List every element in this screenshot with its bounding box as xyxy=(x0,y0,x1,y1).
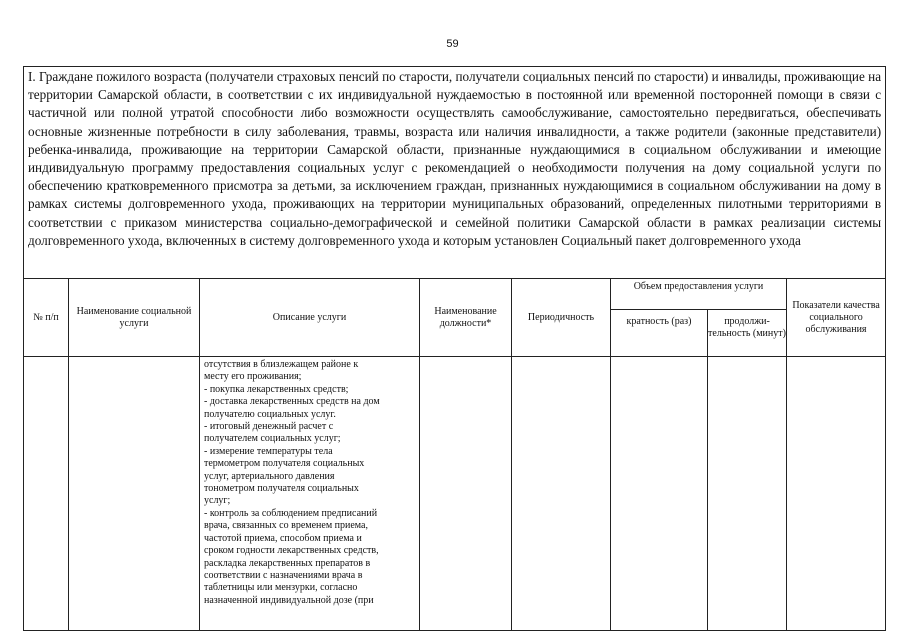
description-line: назначенной индивидуальной дозе (при xyxy=(204,594,374,606)
section-heading: I. Граждане пожилого возраста (получатели страховых пенсий по старости, получатели социальных пенсий по старости) и инвалиды, проживающие на территории Самарской области, в соответствии с их индивидуальной нуждаемостью в постоянной или временной посторонней помощи в связи с частичной или полной утратой способности либо возможности осуществлять самообслуживание, самостоятельно передвигаться, обеспечивать основные жизненные потребности в силу заболевания, травмы, возраста или наличия инвалидности, а также родители (законные представители) ребенка-инвалида, проживающие на территории Самарской области, признанные нуждающимися в социальном обслуживании и имеющие индивидуальную программу предоставления социальных услуг с рекомендацией о необходимости получения на дому социальной услуги по обеспечению кратковременного присмотра за детьми, за исключением граждан, признанных нуждающимися в социальном обслуживании на дому в рамках системы долговременного ухода, проживающих на территории муниципальных образований, определенных пилотными территориями в соответствии с приказом министерства социально-демографической и семейной политики Самарской области в рамках реализации системы долговременного ухода, включенных в систему долговременного ухода и которым установлен Социальный пакет долговременного ухода xyxy=(24,67,886,279)
header-position: Наименование должности* xyxy=(420,279,512,357)
header-periodicity: Периодичность xyxy=(512,279,611,357)
cell-duration xyxy=(708,357,787,631)
description-line: врача, связанных со временем приема, xyxy=(204,520,368,532)
cell-quality xyxy=(787,357,886,631)
header-multiplicity: кратность (раз) xyxy=(611,310,708,357)
description-lines xyxy=(204,359,415,607)
cell-position xyxy=(420,357,512,631)
services-table xyxy=(23,66,886,631)
description-line: - итоговый денежный расчет с xyxy=(204,421,334,433)
description-line: термометром получателя социальных xyxy=(204,458,365,470)
cell-periodicity xyxy=(512,357,611,631)
description-line: месту его проживания; xyxy=(204,371,302,383)
description-line: - контроль за соблюдением предписаний xyxy=(204,507,378,519)
header-quality: Показатели качества социального обслуживания xyxy=(787,279,886,357)
description-line: частотой приема, способом приема и xyxy=(204,532,362,544)
description-line: услуг; xyxy=(204,495,231,507)
cell-description xyxy=(200,357,420,631)
description-line: - измерение температуры тела xyxy=(204,445,333,457)
header-num: № п/п xyxy=(24,279,69,357)
description-line: сроком годности лекарственных средств, xyxy=(204,545,379,557)
header-service-name: Наименование социальной услуги xyxy=(69,279,200,357)
cell-multiplicity xyxy=(611,357,708,631)
description-line: соответствии с назначениями врача в xyxy=(204,569,363,581)
page-number: 59 xyxy=(446,38,459,50)
table-row xyxy=(24,357,886,631)
header-duration: продолжи-тельность (минут) xyxy=(708,310,787,357)
description-line: получателем социальных услуг; xyxy=(204,433,341,445)
cell-service-name xyxy=(69,357,200,631)
cell-num xyxy=(24,357,69,631)
description-line: услуг, артериального давления xyxy=(204,470,335,482)
description-line: отсутствия в близлежащем районе к xyxy=(204,359,359,370)
description-line: - доставка лекарственных средств на дом xyxy=(204,396,380,408)
description-line: таблетницы или мензурки, согласно xyxy=(204,582,358,594)
description-line: получателю социальных услуг. xyxy=(204,408,336,420)
description-line: тонометром получателя социальных xyxy=(204,483,359,495)
description-line: - покупка лекарственных средств; xyxy=(204,383,349,395)
description-line: раскладка лекарственных препаратов в xyxy=(204,557,371,569)
header-description: Описание услуги xyxy=(200,279,420,357)
header-volume: Объем предоставления услуги xyxy=(611,279,787,310)
